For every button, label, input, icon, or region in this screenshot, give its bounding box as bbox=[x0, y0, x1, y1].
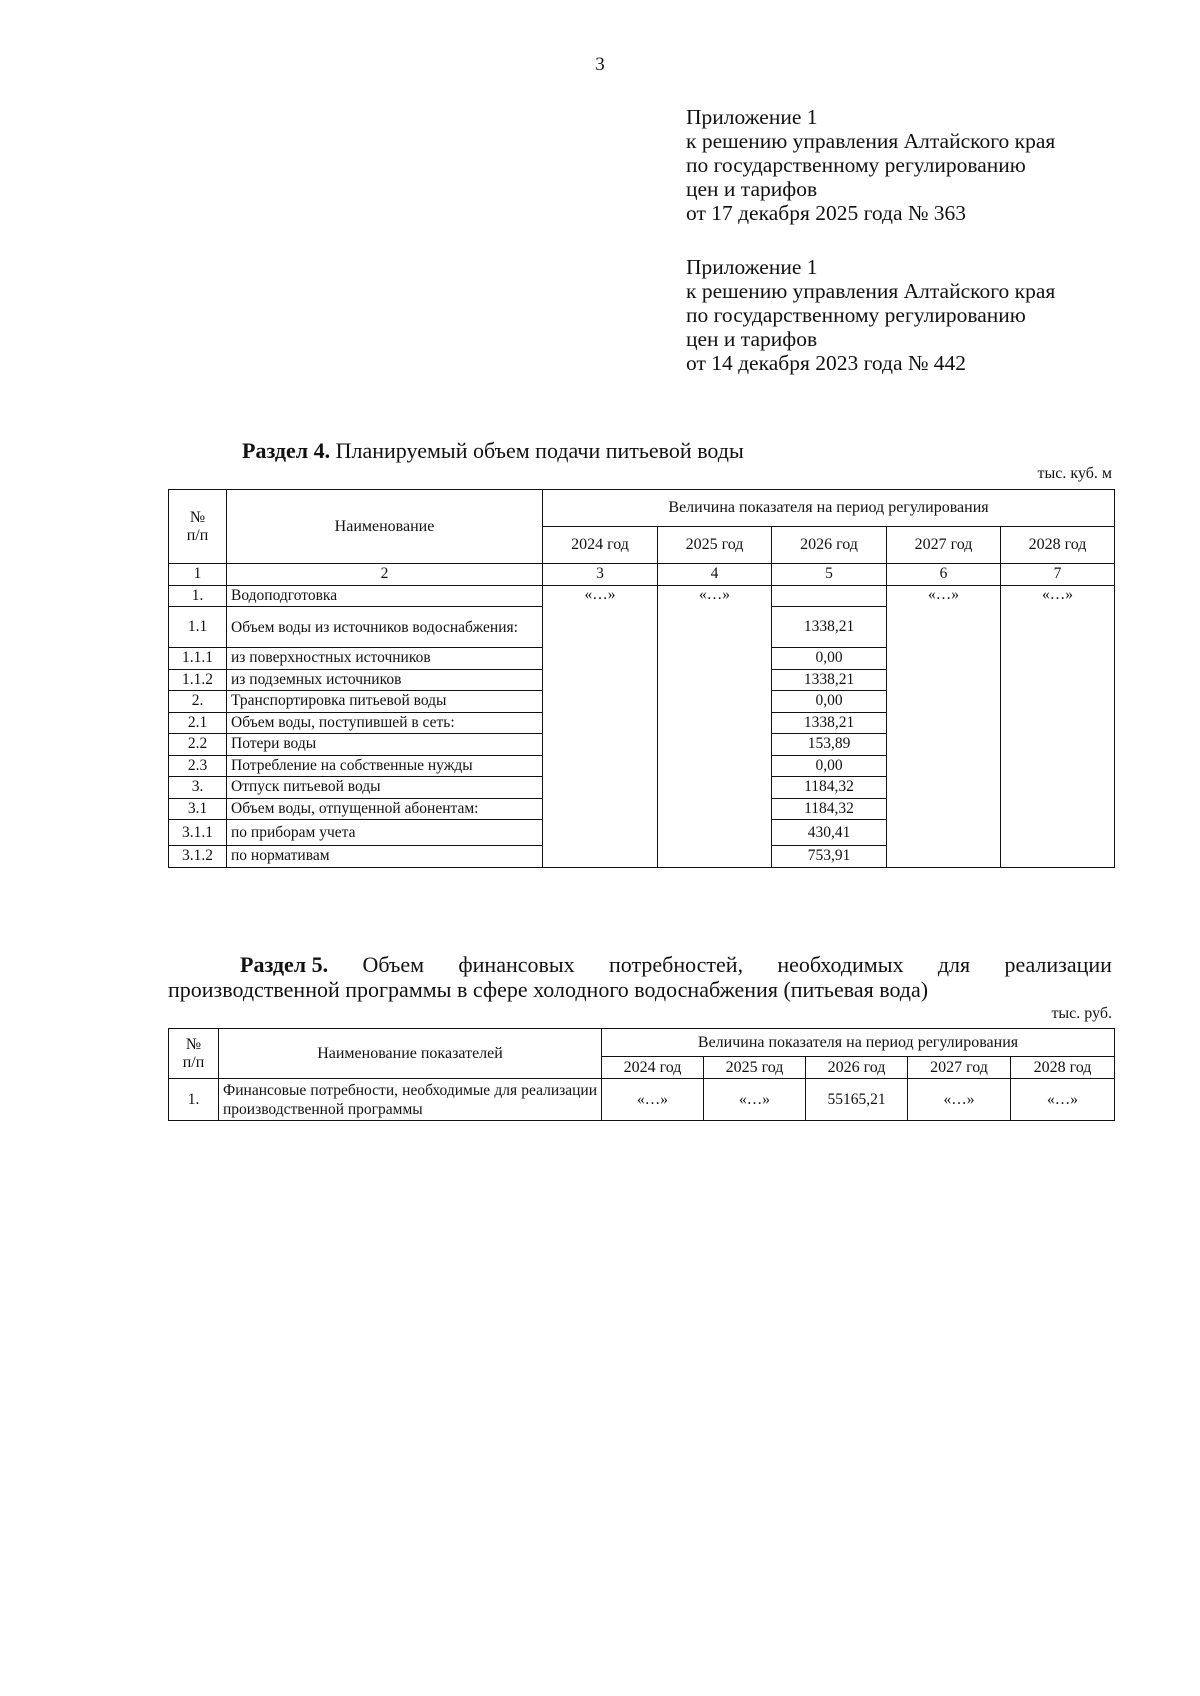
section5-title bbox=[168, 952, 1112, 1002]
header-name: Наименование показателей bbox=[219, 1029, 602, 1079]
header-year: 2025 год bbox=[704, 1057, 806, 1079]
header-year: 2026 год bbox=[772, 527, 887, 564]
row-num: 3. bbox=[169, 777, 227, 799]
appendix-line: цен и тарифов bbox=[686, 177, 818, 201]
col-number: 2 bbox=[227, 564, 543, 586]
header-num: № п/п bbox=[169, 490, 227, 564]
appendix-line: от 17 декабря 2025 года № 363 bbox=[686, 201, 966, 225]
appendix-previous bbox=[686, 255, 1055, 375]
section4-table bbox=[168, 489, 1115, 868]
row-name: Объем воды, отпущенной абонентам: bbox=[227, 798, 543, 820]
value-2026: 1184,32 bbox=[772, 777, 887, 799]
title-word: необходимых bbox=[777, 952, 904, 977]
appendix-line: по государственному регулированию bbox=[686, 153, 1026, 177]
value-2026: 55165,21 bbox=[806, 1079, 908, 1121]
section5-unit: тыс. руб. bbox=[1051, 1005, 1112, 1022]
row-name: Потребление на собственные нужды bbox=[227, 755, 543, 777]
appendix-line: Приложение 1 bbox=[686, 255, 818, 279]
value-2025: «…» bbox=[658, 585, 772, 867]
row-num: 1.1.2 bbox=[169, 669, 227, 691]
row-num: 2. bbox=[169, 691, 227, 713]
header-num: № п/п bbox=[169, 1029, 219, 1079]
table-row bbox=[169, 1079, 1115, 1121]
value-2026: 0,00 bbox=[772, 691, 887, 713]
value-2026: 1338,21 bbox=[772, 607, 887, 648]
col-number: 3 bbox=[543, 564, 658, 586]
value-2027: «…» bbox=[908, 1079, 1011, 1121]
col-number: 1 bbox=[169, 564, 227, 586]
row-num: 1. bbox=[169, 1079, 219, 1121]
row-name: из поверхностных источников bbox=[227, 648, 543, 670]
row-num: 1. bbox=[169, 585, 227, 607]
col-number: 4 bbox=[658, 564, 772, 586]
col-number: 6 bbox=[887, 564, 1001, 586]
appendix-line: от 14 декабря 2023 года № 442 bbox=[686, 351, 966, 375]
appendix-line: к решению управления Алтайского края bbox=[686, 279, 1056, 303]
row-num: 1.1.1 bbox=[169, 648, 227, 670]
title-word: Объем bbox=[362, 952, 425, 977]
section4-unit: тыс. куб. м bbox=[1037, 465, 1112, 482]
header-year: 2026 год bbox=[806, 1057, 908, 1079]
header-period: Величина показателя на период регулирования bbox=[602, 1029, 1115, 1057]
row-num: 3.1 bbox=[169, 798, 227, 820]
section5-title-line2: производственной программы в сфере холодного водоснабжения (питьевая вода) bbox=[168, 977, 929, 1002]
header-period: Величина показателя на период регулирования bbox=[543, 490, 1115, 527]
row-num: 3.1.1 bbox=[169, 820, 227, 846]
row-num: 3.1.2 bbox=[169, 846, 227, 868]
section5-title-line1 bbox=[168, 952, 1112, 977]
col-number: 5 bbox=[772, 564, 887, 586]
row-name: Финансовые потребности, необходимые для реализации производственной программы bbox=[219, 1079, 602, 1121]
section5-title-bold: Раздел 5. bbox=[240, 952, 329, 977]
col-number: 7 bbox=[1001, 564, 1115, 586]
section4-title-text: Планируемый объем подачи питьевой воды bbox=[330, 438, 744, 463]
row-num: 1.1 bbox=[169, 607, 227, 648]
value-2026: 1338,21 bbox=[772, 712, 887, 734]
section4-title bbox=[242, 438, 744, 463]
section5-table bbox=[168, 1028, 1115, 1121]
header-year: 2028 год bbox=[1001, 527, 1115, 564]
header-year: 2027 год bbox=[908, 1057, 1011, 1079]
title-word: для bbox=[937, 952, 971, 977]
value-2026: 0,00 bbox=[772, 648, 887, 670]
header-year: 2025 год bbox=[658, 527, 772, 564]
row-name: по приборам учета bbox=[227, 820, 543, 846]
value-2026: 0,00 bbox=[772, 755, 887, 777]
header-name: Наименование bbox=[227, 490, 543, 564]
row-name: из подземных источников bbox=[227, 669, 543, 691]
row-num: 2.3 bbox=[169, 755, 227, 777]
value-2027: «…» bbox=[887, 585, 1001, 867]
row-name: Транспортировка питьевой воды bbox=[227, 691, 543, 713]
row-name: Объем воды из источников водоснабжения: bbox=[227, 607, 543, 648]
value-2026: 430,41 bbox=[772, 820, 887, 846]
title-word: финансовых bbox=[458, 952, 575, 977]
value-2026: 1338,21 bbox=[772, 669, 887, 691]
header-year: 2024 год bbox=[602, 1057, 704, 1079]
row-num: 2.1 bbox=[169, 712, 227, 734]
value-2024: «…» bbox=[543, 585, 658, 867]
row-name: Потери воды bbox=[227, 734, 543, 756]
value-2024: «…» bbox=[602, 1079, 704, 1121]
value-2026: 1184,32 bbox=[772, 798, 887, 820]
row-name: Отпуск питьевой воды bbox=[227, 777, 543, 799]
page-number: 3 bbox=[595, 54, 605, 75]
table-row bbox=[169, 585, 1115, 607]
title-word: реализации bbox=[1004, 952, 1112, 977]
value-2026: 753,91 bbox=[772, 846, 887, 868]
appendix-line: к решению управления Алтайского края bbox=[686, 129, 1056, 153]
appendix-line: по государственному регулированию bbox=[686, 303, 1026, 327]
row-num: 2.2 bbox=[169, 734, 227, 756]
value-2028: «…» bbox=[1011, 1079, 1115, 1121]
header-year: 2028 год bbox=[1011, 1057, 1115, 1079]
value-2025: «…» bbox=[704, 1079, 806, 1121]
value-2026 bbox=[772, 585, 887, 607]
row-name: Объем воды, поступившей в сеть: bbox=[227, 712, 543, 734]
appendix-line: Приложение 1 bbox=[686, 105, 818, 129]
section4-title-bold: Раздел 4. bbox=[242, 438, 331, 463]
row-name: по нормативам bbox=[227, 846, 543, 868]
value-2028: «…» bbox=[1001, 585, 1115, 867]
row-name: Водоподготовка bbox=[227, 585, 543, 607]
appendix-line: цен и тарифов bbox=[686, 327, 818, 351]
header-year: 2024 год bbox=[543, 527, 658, 564]
appendix-current bbox=[686, 105, 1055, 225]
title-word: потребностей, bbox=[609, 952, 744, 977]
value-2026: 153,89 bbox=[772, 734, 887, 756]
header-year: 2027 год bbox=[887, 527, 1001, 564]
